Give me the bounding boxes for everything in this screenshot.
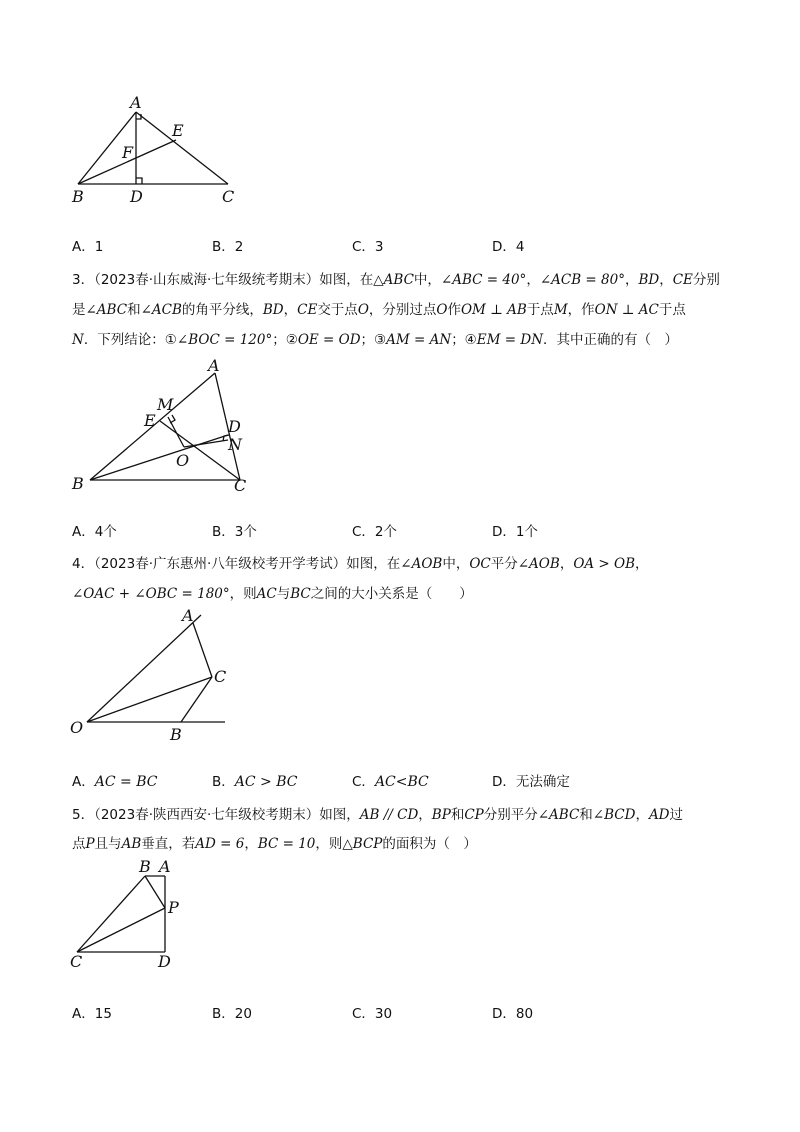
q3-option-d[interactable]: D．1个: [492, 524, 538, 540]
q2-option-b[interactable]: B．2: [212, 239, 244, 255]
math: P: [85, 836, 95, 852]
math: ∠AOB: [400, 556, 443, 572]
math: AD = 6: [195, 836, 245, 852]
text-segment: 是: [72, 302, 86, 318]
math: CE: [672, 272, 693, 288]
q5-option-b[interactable]: B．20: [212, 1006, 252, 1022]
q3-figure: [60, 355, 280, 500]
q2-option-a[interactable]: A．1: [72, 239, 104, 255]
math: ON ⊥ AC: [594, 302, 659, 318]
q2-label-c: C: [222, 187, 235, 206]
text-segment: 且与: [94, 836, 122, 852]
text-segment: 和: [579, 807, 593, 823]
q3-line-1: [72, 268, 720, 288]
math: CP: [464, 807, 484, 823]
q5-option-c[interactable]: C．30: [352, 1006, 393, 1022]
math: △ABC: [373, 272, 414, 288]
math: OM ⊥ AB: [460, 302, 527, 318]
q3-line-2: [72, 298, 686, 318]
text-segment: 和: [127, 302, 141, 318]
q2-label-f: F: [122, 143, 134, 162]
text-segment: 作: [447, 302, 461, 318]
q3-label-o: O: [176, 451, 190, 470]
text-segment: 5．（2023春·陕西西安·七年级校考期末）如图，: [72, 807, 360, 823]
text-segment: 中，: [413, 272, 441, 288]
text-segment: 平分: [490, 556, 518, 572]
text-segment: ，: [635, 807, 649, 823]
q4-option-c[interactable]: [352, 770, 429, 790]
math: AB: [121, 836, 142, 852]
q3-option-a[interactable]: A．4个: [72, 524, 117, 540]
q2-option-d[interactable]: D．4: [492, 239, 525, 255]
option-prefix: A．: [72, 774, 95, 790]
q3-option-b[interactable]: B．3个: [212, 524, 257, 540]
q3-label-m: M: [157, 395, 174, 414]
q5-label-d: D: [158, 952, 171, 971]
math: ∠ACB: [140, 302, 182, 318]
math: AC: [256, 586, 277, 602]
math: BP: [431, 807, 451, 823]
text-segment: ；④: [451, 332, 477, 348]
math: CE: [297, 302, 318, 318]
text-segment: 3．（2023春·山东威海·七年级统考期末）如图，在: [72, 272, 374, 288]
math: AD: [648, 807, 670, 823]
q4-figure: [65, 605, 245, 745]
math: AC = BC: [94, 774, 158, 790]
option-text: 无法确定: [515, 774, 570, 790]
math: ∠AOB: [517, 556, 560, 572]
q4-option-a[interactable]: [72, 770, 157, 790]
q2-options: [72, 235, 712, 255]
math: BD: [262, 302, 284, 318]
q2-label-d: D: [130, 187, 143, 206]
math: BC = 10: [257, 836, 316, 852]
q2-label-a: A: [130, 93, 142, 112]
text-segment: 的面积为（ ）: [382, 836, 477, 852]
q3-option-c[interactable]: C．2个: [352, 524, 398, 540]
text-segment: 4．（2023春·广东惠州·八年级校考开学考试）如图，在: [72, 556, 401, 572]
q5-label-a: A: [159, 857, 171, 876]
q3-label-a: A: [208, 356, 220, 375]
text-segment: 于点: [526, 302, 554, 318]
text-segment: 点: [72, 836, 86, 852]
math: ∠BCD: [592, 807, 636, 823]
text-segment: 分别: [692, 272, 720, 288]
q5-label-p: P: [168, 898, 179, 917]
text-segment: 与: [276, 586, 291, 602]
option-prefix: B．: [212, 774, 235, 790]
q3-label-d: D: [228, 417, 241, 436]
math: AC<BC: [374, 774, 429, 790]
math: O: [357, 302, 369, 318]
q4-line-2: [72, 582, 473, 602]
text-segment: 中，: [442, 556, 470, 572]
q4-label-b: B: [170, 725, 182, 744]
text-segment: ，作: [567, 302, 595, 318]
text-segment: 的角平分线，: [181, 302, 263, 318]
math: OE = OD: [297, 332, 361, 348]
text-segment: 交于点: [317, 302, 358, 318]
q5-label-b: B: [139, 857, 151, 876]
option-prefix: C．: [352, 774, 375, 790]
q4-options: [72, 770, 712, 790]
q3-label-e: E: [144, 411, 156, 430]
q2-option-c[interactable]: C．3: [352, 239, 384, 255]
q5-option-d[interactable]: D．80: [492, 1006, 534, 1022]
q4-label-a: A: [182, 606, 194, 625]
q2-label-b: B: [72, 187, 84, 206]
math: ∠ABC = 40°: [440, 272, 527, 288]
text-segment: ，: [635, 556, 649, 572]
math: OA > OB: [573, 556, 636, 572]
q5-line-2: [72, 832, 477, 852]
math: △BCP: [342, 836, 383, 852]
math: M: [553, 302, 568, 318]
option-prefix: D．: [492, 774, 516, 790]
math: BC: [290, 586, 311, 602]
q4-label-o: O: [70, 718, 84, 737]
text-segment: ．其中正确的有（ ）: [543, 332, 679, 348]
text-segment: 垂直，若: [141, 836, 196, 852]
text-segment: 和: [450, 807, 465, 823]
math: BD: [638, 272, 660, 288]
q5-label-c: C: [70, 952, 83, 971]
math: ∠BOC = 120°: [176, 332, 273, 348]
text-segment: ，: [526, 272, 540, 288]
math: N: [72, 332, 84, 348]
q5-line-1: [72, 803, 683, 823]
text-segment: ．下列结论：①: [83, 332, 177, 348]
q2-figure: [60, 90, 260, 210]
math: ∠OAC + ∠OBC = 180°: [72, 586, 230, 602]
q5-option-a[interactable]: A．15: [72, 1006, 112, 1022]
q4-option-d[interactable]: [492, 770, 570, 790]
math: OC: [469, 556, 491, 572]
math: AC > BC: [234, 774, 298, 790]
math: ∠ABC: [537, 807, 580, 823]
math: O: [436, 302, 448, 318]
text-segment: 分别平分: [483, 807, 538, 823]
text-segment: 过: [669, 807, 684, 823]
math: AM = AN: [386, 332, 452, 348]
q4-label-c: C: [214, 667, 227, 686]
q3-line-3: [72, 328, 678, 348]
math: EM = DN: [476, 332, 544, 348]
text-segment: ，: [283, 302, 298, 318]
text-segment: 之间的大小关系是（ ）: [310, 586, 473, 602]
text-segment: ；②: [272, 332, 298, 348]
text-segment: ，: [559, 556, 574, 572]
math: AB // CD: [359, 807, 419, 823]
q3-label-c: C: [234, 476, 247, 495]
math: ∠ACB = 80°: [539, 272, 625, 288]
text-segment: ，: [418, 807, 432, 823]
text-segment: ，: [624, 272, 639, 288]
text-segment: ，分别过点: [368, 302, 437, 318]
q4-line-1: [72, 552, 649, 572]
text-segment: ，则: [315, 836, 343, 852]
q3-label-n: N: [228, 435, 242, 454]
q5-figure: [65, 855, 205, 975]
text-segment: ，则: [229, 586, 257, 602]
text-segment: 于点: [658, 302, 686, 318]
text-segment: ，: [244, 836, 258, 852]
q4-option-b[interactable]: [212, 770, 297, 790]
q3-options: [72, 520, 712, 540]
text-segment: ，: [659, 272, 673, 288]
q3-label-b: B: [72, 474, 84, 493]
text-segment: ；③: [360, 332, 387, 348]
q2-label-e: E: [172, 121, 184, 140]
math: ∠ABC: [85, 302, 128, 318]
q5-options: [72, 1002, 712, 1022]
